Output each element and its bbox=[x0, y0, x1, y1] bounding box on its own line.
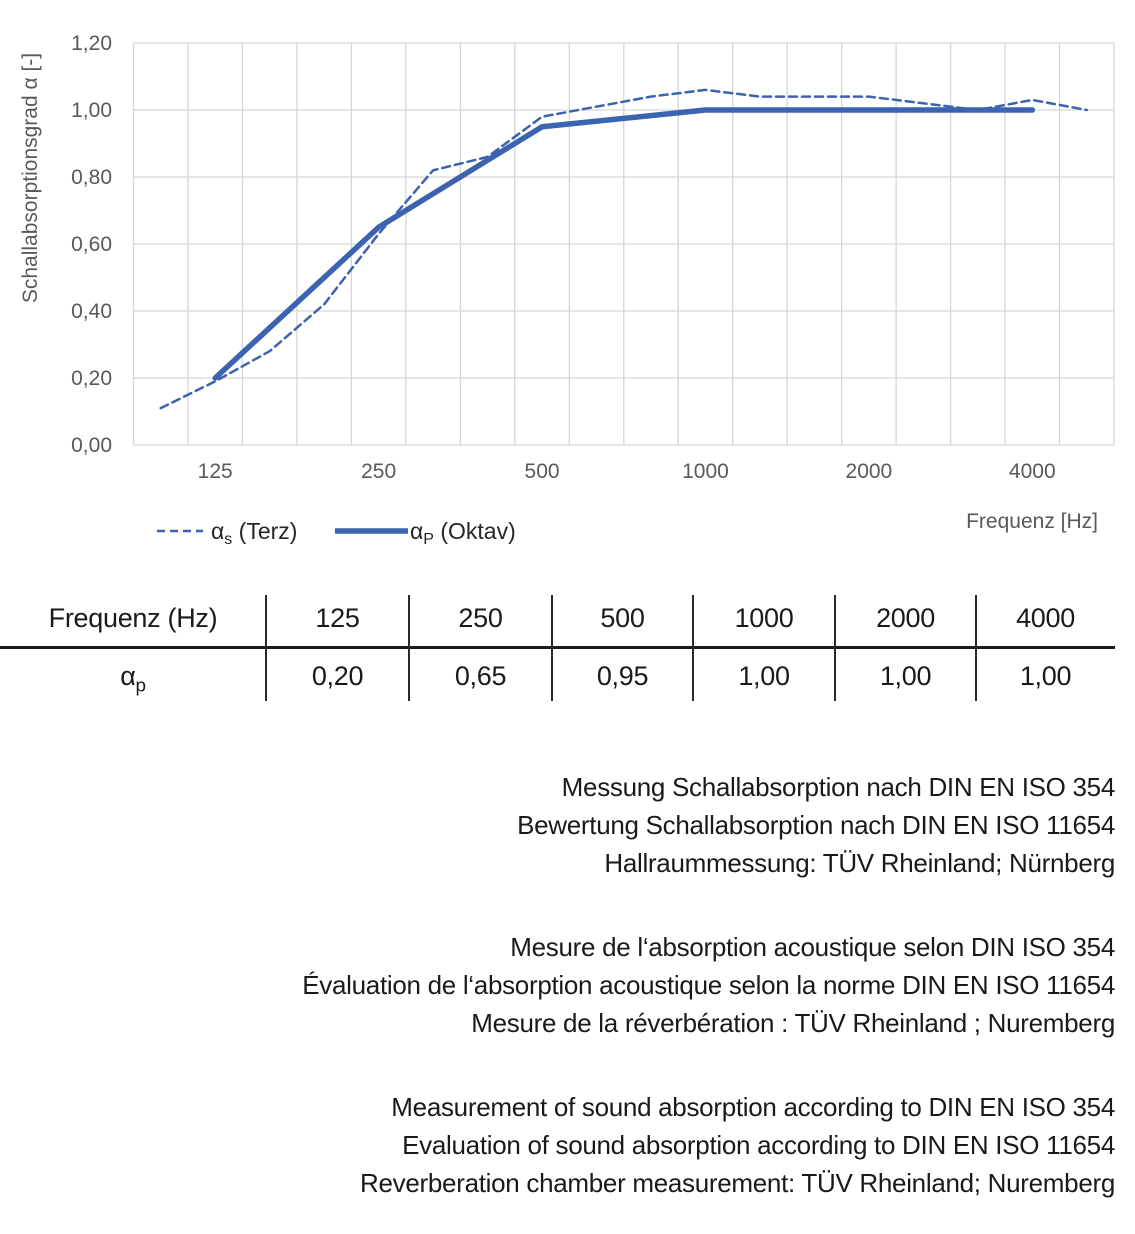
y-tick-label: 0,60 bbox=[71, 233, 112, 256]
y-tick-label: 0,40 bbox=[71, 300, 112, 323]
table-header-cell: 4000 bbox=[1016, 602, 1075, 633]
absorption-line-chart bbox=[0, 0, 1135, 570]
x-axis-title: Frequenz [Hz] bbox=[966, 510, 1098, 533]
note-line: Hallraummessung: TÜV Rheinland; Nürnberg bbox=[604, 848, 1115, 878]
table-value-cell: 1,00 bbox=[738, 661, 790, 691]
table-value-row bbox=[0, 649, 1115, 704]
note-line: Mesure de la réverbération : TÜV Rheinland ; Nuremberg bbox=[471, 1008, 1115, 1038]
legend-label: $\alpha_s$ (Terz) bbox=[211, 518, 298, 548]
note-line: Measurement of sound absorption according to DIN EN ISO 354 bbox=[391, 1092, 1115, 1122]
table-header-cell: 2000 bbox=[876, 602, 935, 633]
note-english bbox=[0, 1088, 1115, 1202]
table-header-row bbox=[0, 590, 1115, 646]
y-tick-label: 0,20 bbox=[71, 367, 112, 390]
x-tick-label: 1000 bbox=[682, 460, 729, 483]
table-header-label: Frequenz (Hz) bbox=[48, 602, 218, 633]
note-line: Bewertung Schallabsorption nach DIN EN ISO 11654 bbox=[517, 810, 1115, 840]
table-value-cell: 0,65 bbox=[454, 661, 507, 691]
x-tick-label: 125 bbox=[197, 460, 233, 483]
y-axis-title: Schallabsorptionsgrad α [-] bbox=[19, 52, 42, 304]
table-column-divider bbox=[265, 595, 267, 701]
note-french bbox=[0, 928, 1115, 1042]
x-tick-label: 500 bbox=[524, 460, 560, 483]
table-value-cell: 0,20 bbox=[311, 661, 364, 691]
table-column-divider bbox=[408, 595, 410, 701]
table-value-cell: 1,00 bbox=[1019, 661, 1072, 691]
measurement-notes bbox=[0, 768, 1115, 1234]
alpha-p-row-label: $\alpha_p$ bbox=[120, 661, 146, 697]
note-german bbox=[0, 768, 1115, 882]
y-tick-label: 0,80 bbox=[71, 166, 112, 189]
table-header-cell: 250 bbox=[458, 602, 503, 633]
x-tick-label: 2000 bbox=[845, 460, 893, 483]
note-line: Messung Schallabsorption nach DIN EN ISO 354 bbox=[561, 772, 1115, 802]
table-header-cell: 1000 bbox=[734, 602, 794, 633]
table-column-divider bbox=[551, 595, 553, 701]
legend-label: $\alpha_P$ (Oktav) bbox=[410, 518, 516, 548]
note-line: Mesure de l‘absorption acoustique selon DIN ISO 354 bbox=[510, 932, 1115, 962]
table-header-cell: 500 bbox=[600, 602, 645, 633]
note-line: Evaluation of sound absorption according to DIN EN ISO 11654 bbox=[402, 1130, 1115, 1160]
table-column-divider bbox=[834, 595, 836, 701]
x-tick-label: 4000 bbox=[1008, 460, 1056, 483]
gridlines bbox=[134, 43, 1115, 445]
x-tick-label: 250 bbox=[361, 460, 397, 483]
y-tick-label: 0,00 bbox=[71, 434, 112, 457]
y-tick-label: 1,20 bbox=[71, 32, 112, 55]
table-column-divider bbox=[975, 595, 977, 701]
table-value-cell: 0,95 bbox=[596, 661, 649, 691]
y-tick-label: 1,00 bbox=[71, 99, 112, 122]
chart-area bbox=[0, 0, 1135, 570]
table-column-divider bbox=[692, 595, 694, 701]
table-header-cell: 125 bbox=[315, 602, 360, 633]
note-line: Reverberation chamber measurement: TÜV Rheinland; Nuremberg bbox=[360, 1168, 1115, 1198]
frequency-table bbox=[0, 590, 1115, 704]
note-line: Évaluation de l‘absorption acoustique selon la norme DIN EN ISO 11654 bbox=[302, 970, 1115, 1000]
table-value-cell: 1,00 bbox=[879, 661, 932, 691]
